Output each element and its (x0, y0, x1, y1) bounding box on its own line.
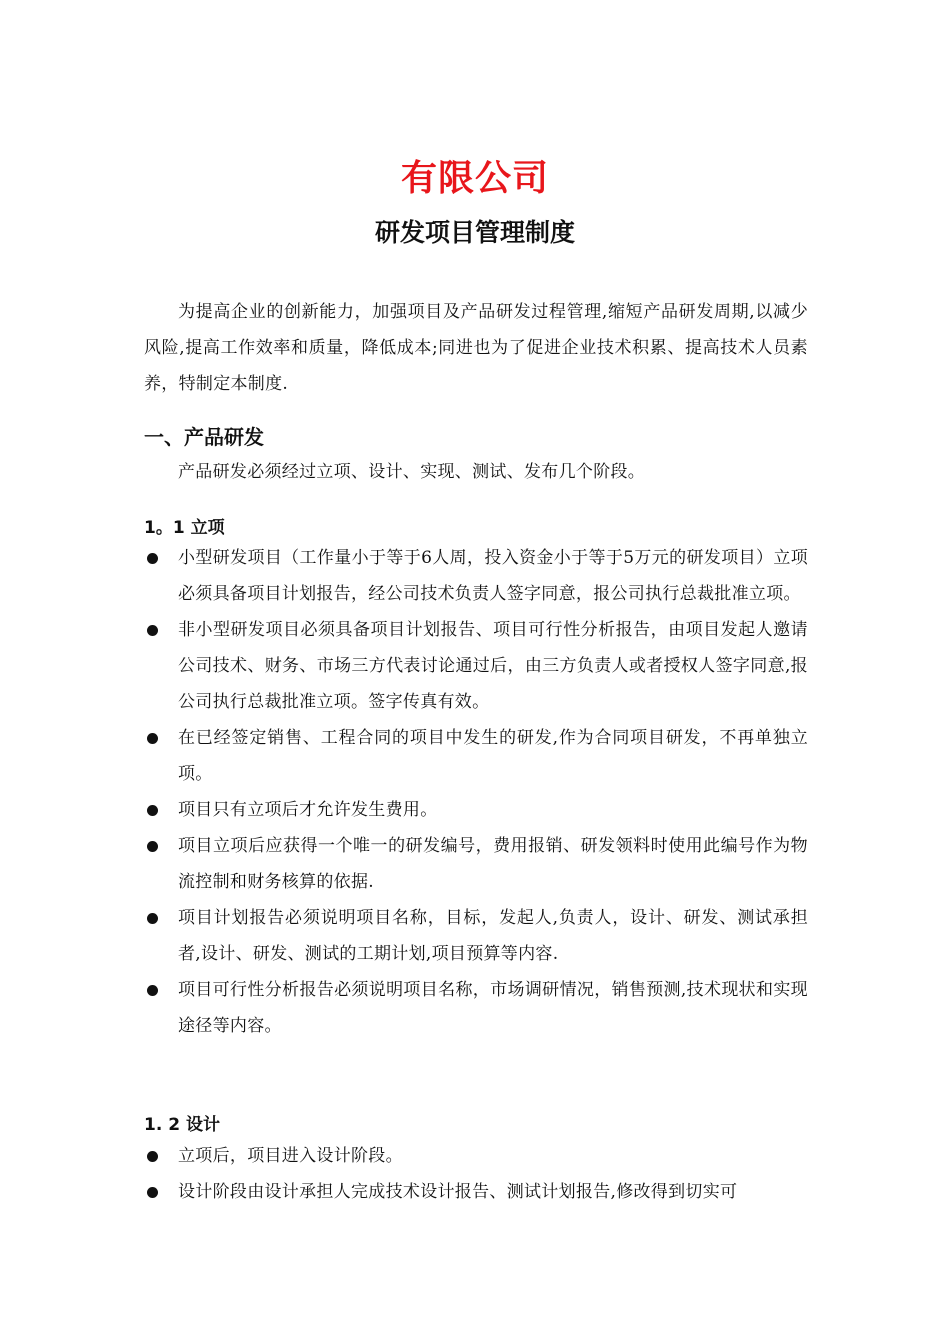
design-bullet-list (144, 1138, 808, 1210)
list-item-text: 小型研发项目（工作量小于等于6人周，投入资金小于等于5万元的研发项目）立项必须具备项目计划报告，经公司技术负责人签字同意，报公司执行总裁批准立项。 (178, 548, 808, 604)
bullet-dot-icon (147, 985, 158, 996)
list-item (144, 972, 808, 1044)
list-item (144, 828, 808, 900)
bullet-dot-icon (147, 733, 158, 744)
list-item (144, 1138, 808, 1174)
list-item (144, 540, 808, 612)
list-item-text: 项目可行性分析报告必须说明项目名称，市场调研情况，销售预测,技术现状和实现途径等内容。 (178, 980, 808, 1036)
list-item-text: 立项后，项目进入设计阶段。 (178, 1146, 403, 1166)
list-item (144, 792, 808, 828)
list-item-text: 项目计划报告必须说明项目名称，目标，发起人,负责人，设计、研发、测试承担者,设计、研发、测试的工期计划,项目预算等内容. (178, 908, 808, 964)
company-name: 有限公司 (400, 158, 549, 199)
list-item (144, 612, 808, 720)
bullet-dot-icon (147, 553, 158, 564)
bullet-dot-icon (147, 625, 158, 636)
document-title: 研发项目管理制度 (374, 218, 575, 247)
subsection-heading-design: 1. 2 设计 (144, 1115, 220, 1135)
list-item-text: 非小型研发项目必须具备项目计划报告、项目可行性分析报告，由项目发起人邀请公司技术、财务、市场三方代表讨论通过后，由三方负责人或者授权人签字同意,报公司执行总裁批准立项。签字传真有效。 (178, 620, 808, 712)
intro-paragraph: 为提高企业的创新能力，加强项目及产品研发过程管理,缩短产品研发周期,以减少风险,提高工作效率和质量，降低成本;同进也为了促进企业技术积累、提高技术人员素养，特制定本制度. (144, 302, 808, 394)
initiation-bullet-list (144, 540, 808, 1044)
list-item-text: 在已经签定销售、工程合同的项目中发生的研发,作为合同项目研发，不再单独立项。 (178, 728, 808, 784)
bullet-dot-icon (147, 805, 158, 816)
bullet-dot-icon (147, 1151, 158, 1162)
section-description: 产品研发必须经过立项、设计、实现、测试、发布几个阶段。 (178, 462, 646, 482)
list-item (144, 900, 808, 972)
list-item (144, 1174, 808, 1210)
bullet-dot-icon (147, 913, 158, 924)
bullet-dot-icon (147, 1187, 158, 1198)
section-heading-product-rd: 一、产品研发 (144, 425, 264, 449)
list-item-text: 项目只有立项后才允许发生费用。 (178, 800, 438, 820)
subsection-heading-initiation: 1。1 立项 (144, 518, 225, 538)
list-item-text: 设计阶段由设计承担人完成技术设计报告、测试计划报告,修改得到切实可 (178, 1182, 738, 1202)
list-item-text: 项目立项后应获得一个唯一的研发编号，费用报销、研发领料时使用此编号作为物流控制和财务核算的依据. (178, 836, 808, 892)
bullet-dot-icon (147, 841, 158, 852)
list-item (144, 720, 808, 792)
